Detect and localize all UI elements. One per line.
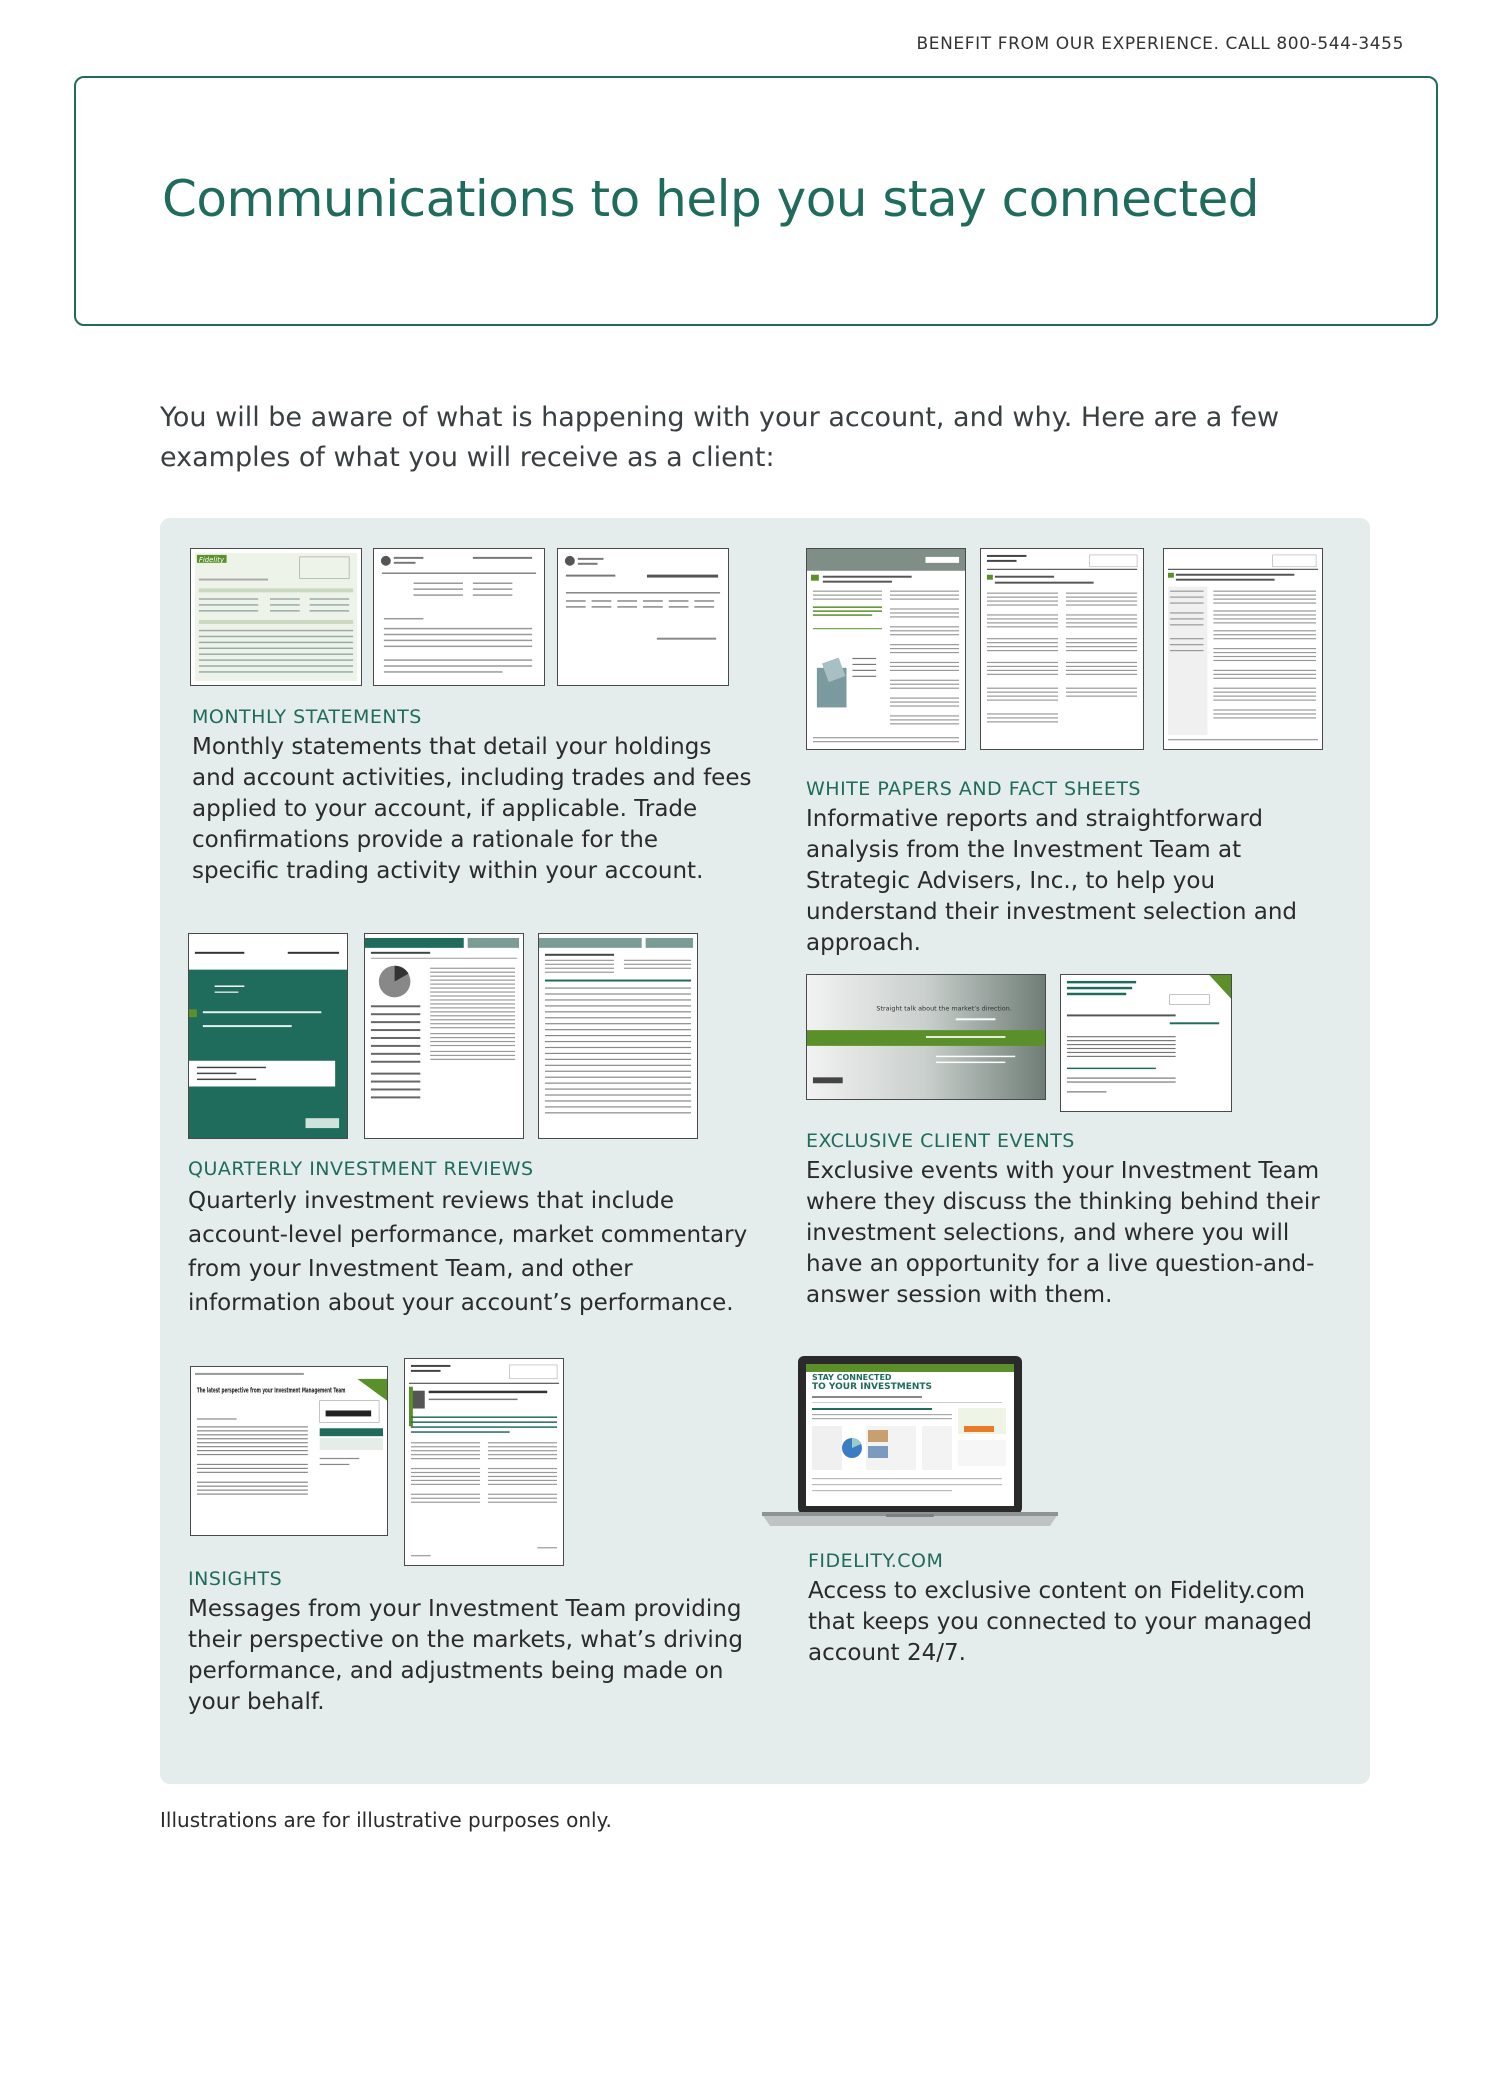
insights-email-thumbnail-1 (190, 1366, 388, 1536)
event-slide-thumbnail (806, 974, 1046, 1100)
monthly-statement-thumbnail-2 (373, 548, 545, 686)
fidelity-com-section (808, 1550, 1348, 1669)
monthly-statements-section (192, 706, 752, 887)
white-papers-body: Informative reports and straightforward analysis from the Investment Team at Strategic Advisers, Inc., to help you understand their investment selection and approach. (806, 806, 1297, 956)
quarterly-review-thumbnail-3 (538, 933, 698, 1139)
laptop-illustration (760, 1354, 1060, 1534)
header-tagline: BENEFIT FROM OUR EXPERIENCE. CALL 800-544-3455 (916, 34, 1404, 54)
laptop-heading-1: STAY CONNECTED (812, 1373, 892, 1382)
white-papers-section (806, 778, 1346, 959)
quarterly-review-thumbnail-2 (364, 933, 524, 1139)
fidelity-com-body: Access to exclusive content on Fidelity.com that keeps you connected to your managed account 24/7. (808, 1578, 1312, 1666)
insights-heading: INSIGHTS (188, 1568, 283, 1590)
title-box (74, 76, 1438, 326)
quarterly-reviews-section (188, 1158, 748, 1320)
insights-section (188, 1568, 748, 1718)
quarterly-review-thumbnail-1 (188, 933, 348, 1139)
monthly-statement-thumbnail-1 (190, 548, 362, 686)
event-invite-thumbnail (1060, 974, 1232, 1112)
exclusive-events-section (806, 1130, 1346, 1311)
exclusive-events-heading: EXCLUSIVE CLIENT EVENTS (806, 1130, 1075, 1152)
footnote: Illustrations are for illustrative purposes only. (160, 1808, 612, 1832)
event-slide-text: Straight talk about the market’s direction. (876, 1004, 1012, 1013)
quarterly-reviews-heading: QUARTERLY INVESTMENT REVIEWS (188, 1158, 534, 1180)
fidelity-com-heading: FIDELITY.COM (808, 1550, 944, 1572)
quarterly-reviews-body: Quarterly investment reviews that include account-level performance, market commentary from your Investment Team, and other information about your account’s performance. (188, 1188, 748, 1316)
white-paper-thumbnail-1 (806, 548, 966, 750)
page-title: Communications to help you stay connected (162, 170, 1259, 228)
monthly-statements-body: Monthly statements that detail your holdings and account activities, including trades and fees applied to your account, if applicable. Trade confirmations provide a rationale for the specific trading activity within your account. (192, 734, 752, 884)
white-paper-thumbnail-3 (1163, 548, 1323, 750)
exclusive-events-body: Exclusive events with your Investment Team where they discuss the thinking behind their investment selections, and where you will have an opportunity for a live question-and-answer session with them. (806, 1158, 1320, 1308)
monthly-statement-thumbnail-3 (557, 548, 729, 686)
insights-email-title: The latest perspective from your Investment Management Team (196, 1385, 346, 1395)
white-papers-heading: WHITE PAPERS AND FACT SHEETS (806, 778, 1141, 800)
intro-text: You will be aware of what is happening with your account, and why. Here are a few examples of what you will receive as a client: (160, 402, 1280, 473)
insights-email-thumbnail-2 (404, 1358, 564, 1566)
fidelity-logo-text: Fidelity (198, 555, 225, 564)
monthly-statements-heading: MONTHLY STATEMENTS (192, 706, 422, 728)
insights-body: Messages from your Investment Team providing their perspective on the markets, what’s driving performance, and adjustments being made on your behalf. (188, 1596, 743, 1715)
laptop-heading-2: TO YOUR INVESTMENTS (812, 1382, 933, 1392)
white-paper-thumbnail-2 (980, 548, 1144, 750)
